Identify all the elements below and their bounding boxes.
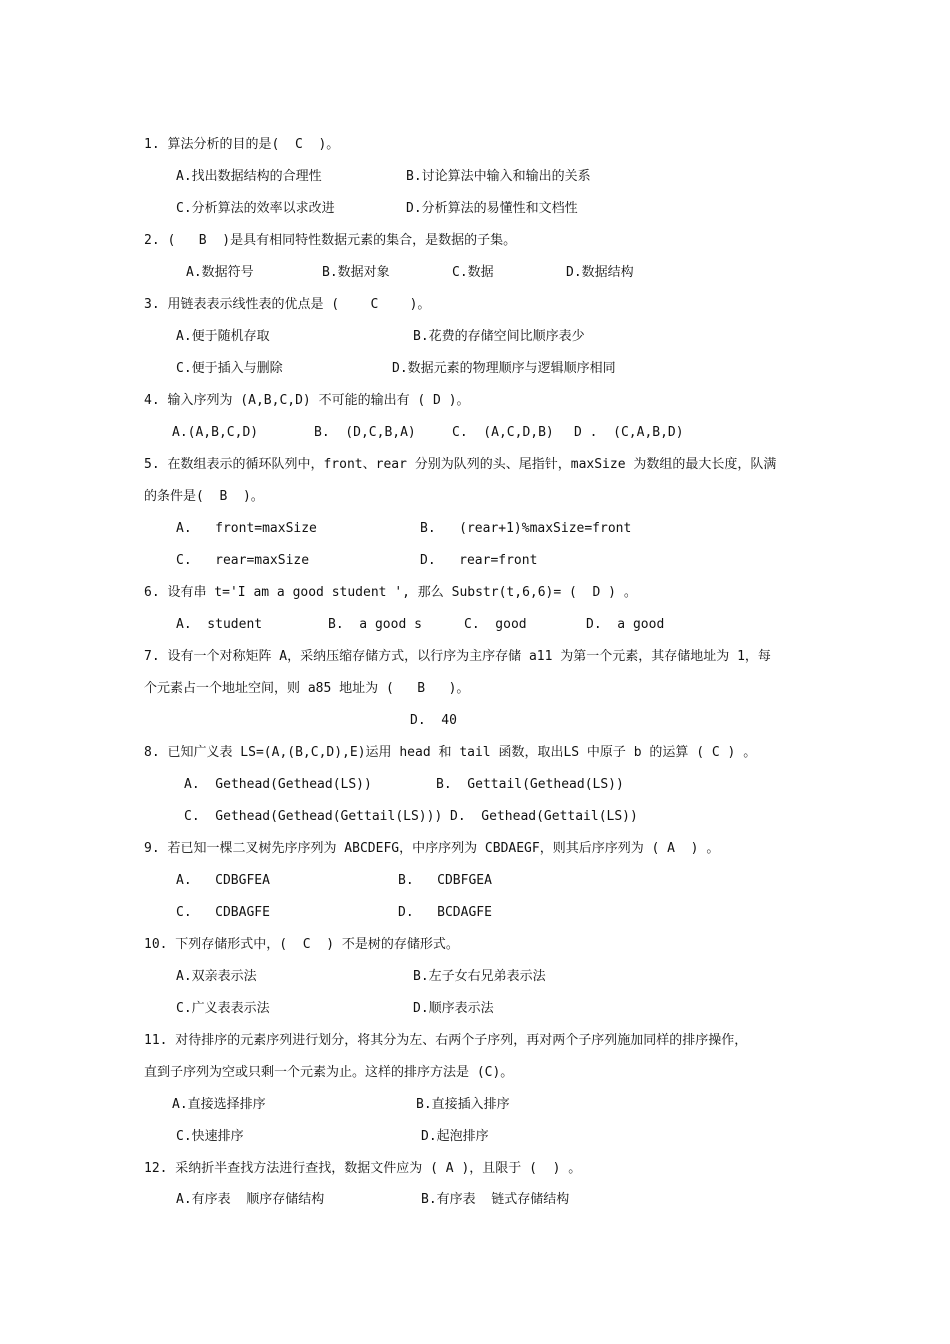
question-5-stem-line-1: 5. 在数组表示的循环队列中，front、rear 分别为队列的头、尾指针，maxSize 为数组的最大长度，队满 (144, 457, 777, 472)
question-5-option-c: C. rear=maxSize (176, 553, 310, 568)
question-4-option-c: C. (A,C,D,B) (452, 425, 554, 440)
question-10-option-b: B.左子女右兄弟表示法 (413, 969, 546, 984)
question-5-stem-line-2: 的条件是( B )。 (144, 489, 264, 504)
question-6-option-b: B. a good s (328, 617, 422, 632)
question-1-option-d: D.分析算法的易懂性和文档性 (406, 201, 578, 216)
question-9-option-a: A. CDBGFEA (176, 873, 270, 888)
question-10-stem: 10. 下列存储形式中，( C ) 不是树的存储形式。 (144, 937, 459, 952)
question-9-stem: 9. 若已知一棵二叉树先序序列为 ABCDEFG，中序序列为 CBDAEGF，则其后序序列为 ( A ) 。 (144, 841, 720, 856)
question-3-option-a: A.便于随机存取 (176, 329, 270, 344)
question-1-option-a: A.找出数据结构的合理性 (176, 169, 322, 184)
question-10-option-a: A.双亲表示法 (176, 969, 257, 984)
question-3-option-b: B.花费的存储空间比顺序表少 (413, 329, 585, 344)
question-7-stem-line-1: 7. 设有一个对称矩阵 A，采纳压缩存储方式，以行序为主序存储 a11 为第一个元素，其存储地址为 1，每 (144, 649, 771, 664)
question-9-option-c: C. CDBAGFE (176, 905, 270, 920)
question-3-option-c: C.便于插入与删除 (176, 361, 283, 376)
question-2-stem: 2. ( B )是具有相同特性数据元素的集合，是数据的子集。 (144, 233, 517, 248)
question-4-option-b: B. (D,C,B,A) (314, 425, 416, 440)
question-1-option-c: C.分析算法的效率以求改进 (176, 201, 335, 216)
question-8-stem: 8. 已知广义表 LS=(A,(B,C,D),E)运用 head 和 tail 函数，取出LS 中原子 b 的运算 ( C ) 。 (144, 745, 757, 760)
question-12-stem: 12. 采纳折半查找方法进行查找，数据文件应为 ( A )，且限于 ( ) 。 (144, 1161, 582, 1176)
question-6-stem: 6. 设有串 t='I am a good student ', 那么 Substr(t,6,6)= ( D ) 。 (144, 585, 637, 600)
question-6-option-a: A. student (176, 617, 263, 632)
question-2-option-a: A.数据符号 (186, 265, 254, 280)
question-6-option-c: C. good (464, 617, 527, 632)
question-3-option-d: D.数据元素的物理顺序与逻辑顺序相同 (392, 361, 616, 376)
question-7-stem-line-2: 个元素占一个地址空间，则 a85 地址为 ( B )。 (144, 681, 470, 696)
question-11-option-d: D.起泡排序 (421, 1129, 489, 1144)
question-8-option-c: C. Gethead(Gethead(Gettail(LS))) (184, 809, 443, 824)
question-8-option-a: A. Gethead(Gethead(LS)) (184, 777, 372, 792)
question-11-stem-line-1: 11. 对待排序的元素序列进行划分，将其分为左、右两个子序列，再对两个子序列施加同样的排序操作， (144, 1033, 748, 1048)
question-5-option-d: D. rear=front (420, 553, 538, 568)
question-3-stem: 3. 用链表表示线性表的优点是 ( C )。 (144, 297, 431, 312)
question-10-option-c: C.广义表表示法 (176, 1001, 270, 1016)
question-1-option-b: B.讨论算法中输入和输出的关系 (406, 169, 591, 184)
question-2-option-b: B.数据对象 (322, 265, 390, 280)
question-2-option-c: C.数据 (452, 265, 494, 280)
question-12-option-b: B.有序表 链式存储结构 (421, 1192, 570, 1207)
question-12-option-a: A.有序表 顺序存储结构 (176, 1192, 325, 1207)
question-11-option-c: C.快速排序 (176, 1129, 244, 1144)
question-6-option-d: D. a good (586, 617, 665, 632)
question-8-option-b: B. Gettail(Gethead(LS)) (436, 777, 624, 792)
question-11-option-a: A.直接选择排序 (172, 1097, 266, 1112)
question-9-option-d: D. BCDAGFE (398, 905, 492, 920)
question-8-option-d: D. Gethead(Gettail(LS)) (450, 809, 638, 824)
question-11-stem-line-2: 直到子序列为空或只剩一个元素为止。这样的排序方法是 (C)。 (144, 1065, 514, 1080)
question-1-stem: 1. 算法分析的目的是( C )。 (144, 137, 340, 152)
question-9-option-b: B. CDBFGEA (398, 873, 492, 888)
question-5-option-b: B. (rear+1)%maxSize=front (420, 521, 632, 536)
question-7-option-d: D. 40 (410, 713, 457, 728)
question-4-option-a: A.(A,B,C,D) (172, 425, 259, 440)
question-5-option-a: A. front=maxSize (176, 521, 317, 536)
question-4-option-d: D . (C,A,B,D) (574, 425, 684, 440)
question-4-stem: 4. 输入序列为 (A,B,C,D) 不可能的输出有 ( D )。 (144, 393, 470, 408)
question-11-option-b: B.直接插入排序 (416, 1097, 510, 1112)
question-2-option-d: D.数据结构 (566, 265, 634, 280)
question-10-option-d: D.顺序表示法 (413, 1001, 494, 1016)
